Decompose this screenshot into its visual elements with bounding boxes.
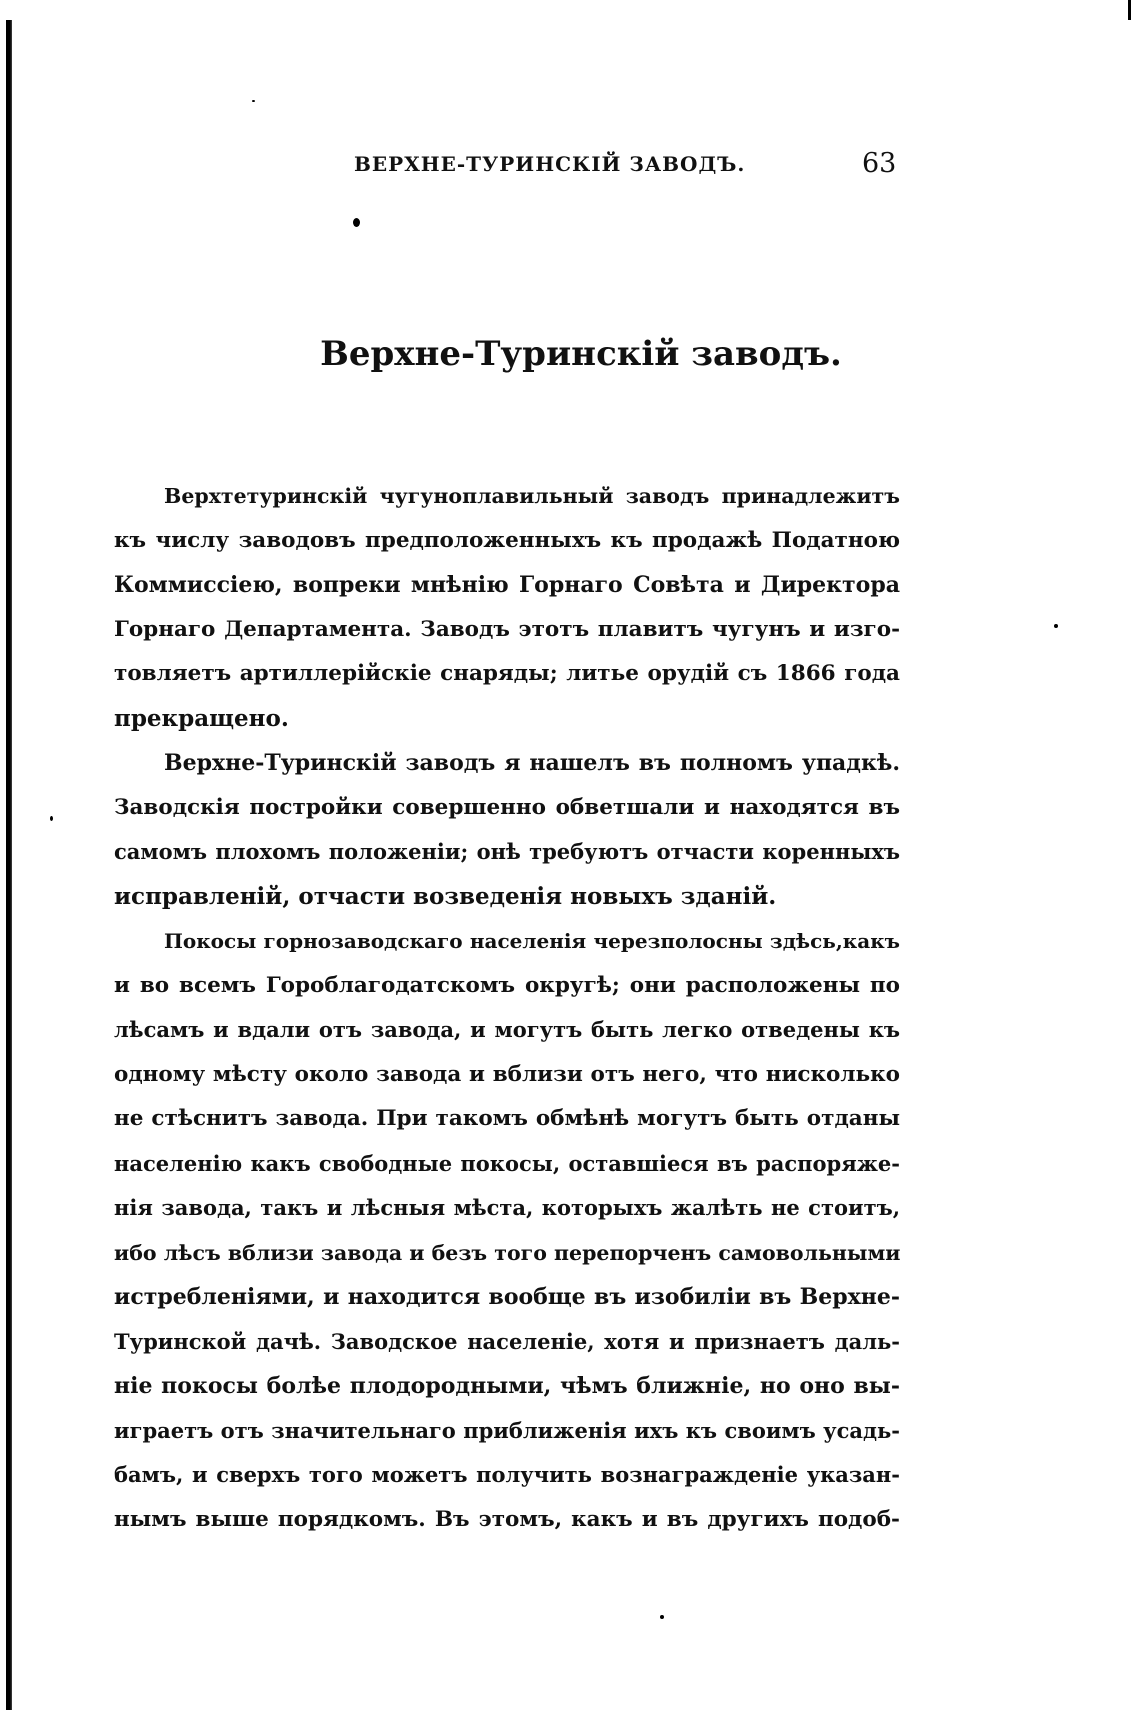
body-text [114, 474, 900, 1542]
ink-speck [50, 816, 53, 821]
text-line: бамъ, и сверхъ того можетъ получить вознагражденіе указан- [114, 1462, 900, 1487]
ink-speck [1054, 624, 1058, 628]
text-line: Коммиссіею, вопреки мнѣнію Горнаго Совѣта и Директора [114, 572, 900, 598]
paragraph-3 [114, 919, 900, 1542]
text-line: Горнаго Департамента. Заводъ этотъ плавитъ чугунъ и изго- [114, 616, 900, 642]
scan-edge-right [1128, 0, 1131, 20]
text-line: населенію какъ свободные покосы, оставшіеся въ распоряже- [114, 1150, 900, 1176]
text-line: нымъ выше порядкомъ. Въ этомъ, какъ и въ другихъ подоб- [114, 1506, 900, 1532]
text-line: нія завода, такъ и лѣсныя мѣста, которыхъ жалѣть не стоитъ, [114, 1195, 900, 1220]
ink-speck [660, 1615, 664, 1619]
paragraph-1 [114, 474, 900, 741]
paragraph-2 [114, 741, 900, 919]
text-line: Туринской дачѣ. Заводское населеніе, хотя и признаетъ даль- [114, 1328, 900, 1354]
text-line: товляетъ артиллерійскіе снаряды; литье орудій съ 1866 года [114, 661, 900, 686]
scan-edge-left [6, 20, 12, 1710]
ink-speck [353, 218, 360, 227]
text-line: самомъ плохомъ положеніи; онѣ требуютъ отчасти коренныхъ [114, 839, 900, 864]
text-line: Заводскія постройки совершенно обветшали и находятся въ [114, 794, 900, 820]
text-line: лѣсамъ и вдали отъ завода, и могутъ быть легко отведены къ [114, 1017, 900, 1042]
text-line: одному мѣсту около завода и вблизи отъ него, что нисколько [114, 1061, 900, 1087]
section-title: Верхне-Туринскій заводъ. [320, 334, 842, 374]
text-line: ибо лѣсъ вблизи завода и безъ того перепорченъ самовольными [114, 1240, 901, 1265]
text-line: къ числу заводовъ предположенныхъ къ продажѣ Податною [114, 527, 900, 553]
text-line: исправленій, отчасти возведенія новыхъ зданій. [114, 882, 777, 910]
text-line: прекращено. [114, 704, 289, 732]
text-line: истребленіями, и находится вообще въ изобиліи въ Верхне- [114, 1284, 900, 1310]
ink-speck [252, 100, 255, 102]
running-header: ВЕРХНЕ-ТУРИНСКІЙ ЗАВОДЪ. [354, 152, 746, 176]
text-line: играетъ отъ значительнаго приближенія ихъ къ своимъ усадь- [114, 1417, 900, 1443]
text-line: Покосы горнозаводскаго населенія черезполосны здѣсь,какъ [164, 929, 900, 953]
text-line: ніе покосы болѣе плодородными, чѣмъ ближніе, но оно вы- [114, 1373, 900, 1399]
text-line: и во всемъ Гороблагодатскомъ округѣ; они расположены по [114, 972, 900, 998]
text-line: не стѣснитъ завода. При такомъ обмѣнѣ могутъ быть отданы [114, 1106, 900, 1131]
text-line: Верхне-Туринскій заводъ я нашелъ въ полномъ упадкѣ. [164, 750, 900, 776]
text-line: Верхтетуринскій чугуноплавильный заводъ принадлежитъ [164, 484, 900, 508]
page-number: 63 [862, 148, 897, 179]
